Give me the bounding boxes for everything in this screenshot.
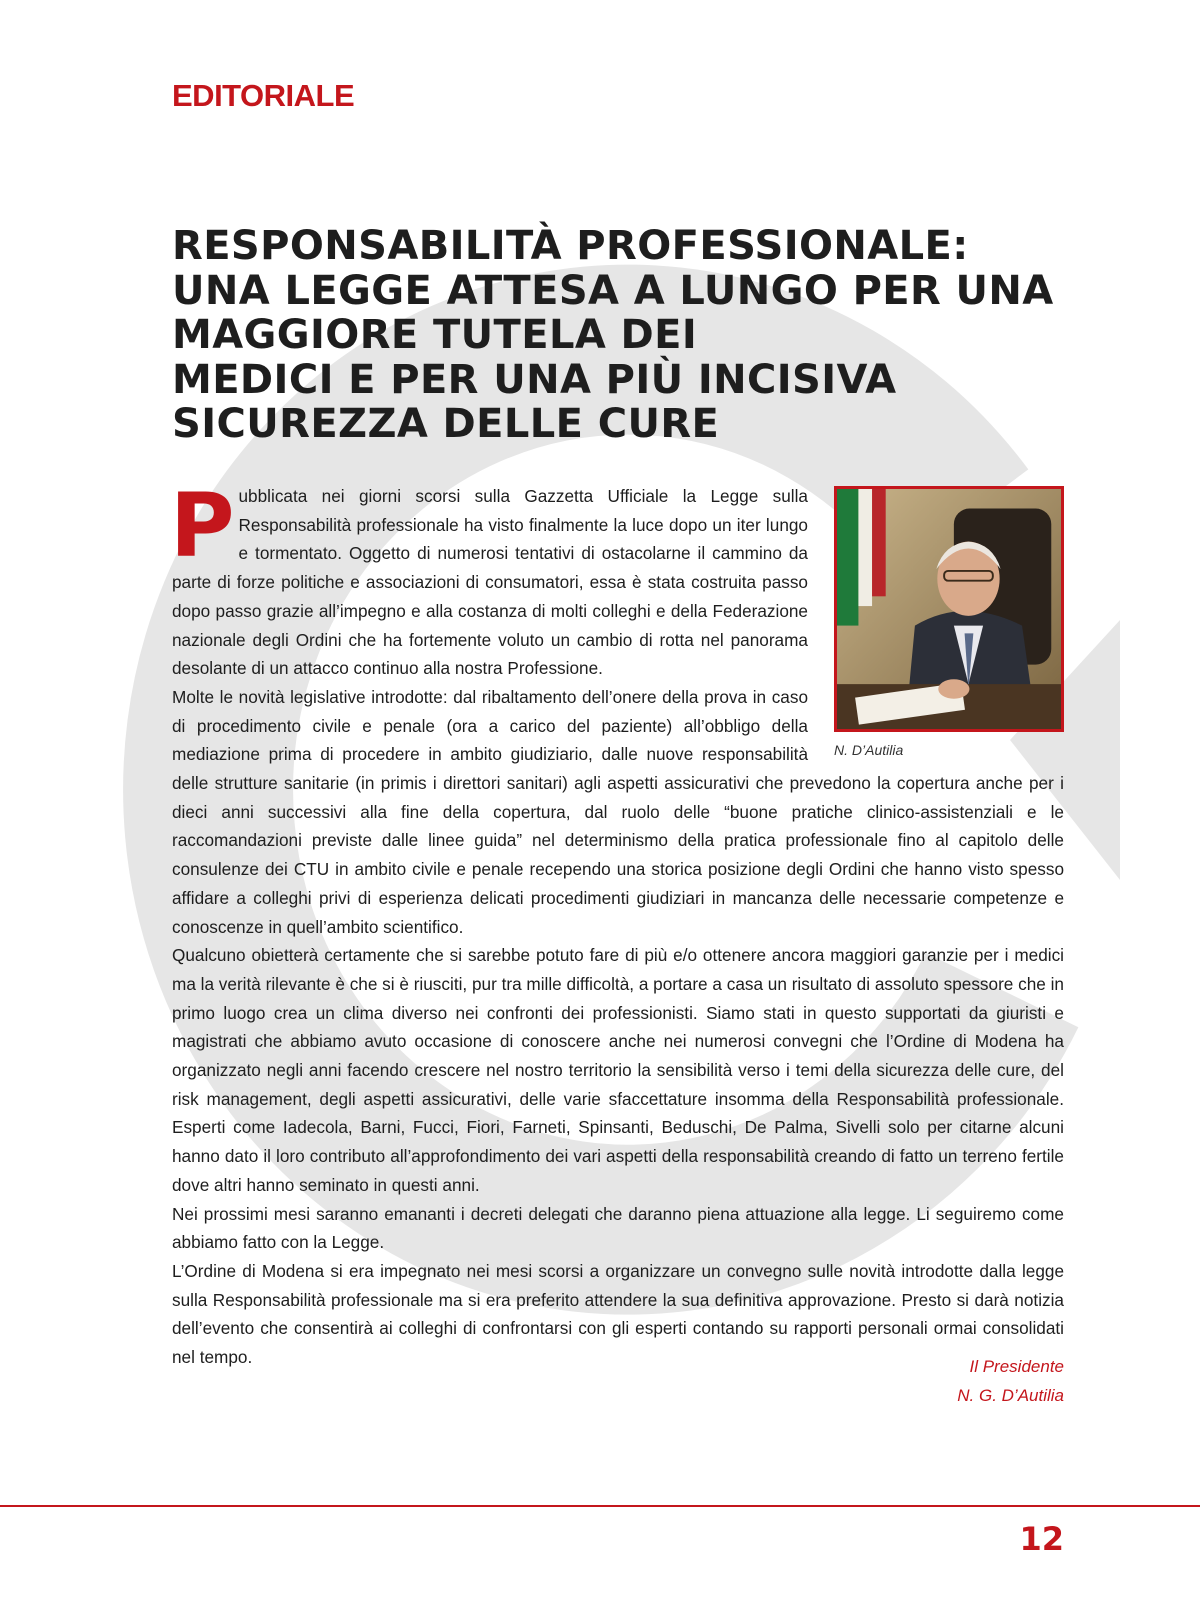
page-number: 12 <box>1019 1520 1064 1558</box>
section-label: EDITORIALE <box>172 78 355 113</box>
headline-line: SICUREZZA DELLE CURE <box>172 401 720 447</box>
author-photo <box>834 486 1064 732</box>
signature-role: Il Presidente <box>969 1357 1064 1376</box>
article-paragraph: Molte le novità legislative introdotte: dal ribaltamento dell’onere della prova in caso di procedimento civile e penale (ora a carico del paziente) all’obbligo della mediazione prima di procedere in ambito giudiziario, dalle nuove responsabilità delle strutture sanitarie (in primis i direttori sanitari) agli aspetti assicurativi che prevedono la copertura anche per i dieci anni successivi alla fine della copertura, dal ruolo delle “buone pratiche clinico-assistenziali e le raccomandazioni previste dalle linee guida” nel determinismo della pratica professionale fino al capitolo delle consulenze dei CTU in ambito civile e penale recependo una storica posizione degli Ordini che hanno visto spesso affidare a colleghi privi di esperienza delicati procedimenti giudiziari in mancanza delle necessarie competenze e conoscenze in quell’ambito scientifico. <box>172 686 1064 937</box>
article-paragraph: Nei prossimi mesi saranno emananti i decreti delegati che daranno piena attuazione alla legge. Li seguiremo come abbiamo fatto con la Legge. <box>172 1203 1064 1253</box>
headline-line: UNA LEGGE ATTESA A LUNGO PER UNA <box>172 267 1054 314</box>
drop-cap: P <box>170 474 235 577</box>
portrait-illustration <box>837 489 1061 729</box>
footer-divider <box>0 1505 1200 1507</box>
article-paragraph: L’Ordine di Modena si era impegnato nei mesi scorsi a organizzare un convegno sulle novità introdotte dalla legge sulla Responsabilità professionale ma si era preferito attendere la sua definitiva approvazione. Presto si darà notizia dell’evento che consentirà ai colleghi di confrontarsi con gli esperti contando su rapporti personali ormai consolidati nel tempo. <box>172 1260 1064 1368</box>
author-photo-box <box>828 486 1064 760</box>
signature-block <box>957 1352 1064 1410</box>
signature-name: N. G. D’Autilia <box>957 1386 1064 1405</box>
headline-line: RESPONSABILITÀ PROFESSIONALE: <box>172 223 969 269</box>
photo-caption: N. D’Autilia <box>834 742 904 758</box>
article-paragraph: Qualcuno obietterà certamente che si sarebbe potuto fare di più e/o ottenere ancora maggiori garanzie per i medici ma la verità rilevante è che si è riusciti, pur tra mille difficoltà, a portare a casa un risultato di assoluto spessore che in primo luogo crea un clima diverso nei confronti dei professionisti. Siamo stati in questo supportati da giuristi e magistrati che abbiamo avuto occasione di conoscere anche nei numerosi convegni che l’Ordine di Modena ha organizzato negli anni facendo crescere nel nostro territorio la sensibilità verso i temi della sicurezza delle cure, del risk management, degli aspetti assicurativi, delle varie sfaccettature insomma della Responsabilità professionale. Esperti come Iadecola, Barni, Fucci, Fiori, Farneti, Spinsanti, Beduschi, De Palma, Sivelli solo per citarne alcuni hanno dato il loro contributo all’approfondimento dei vari aspetti della responsabilità creando di fatto un terreno fertile dove altri hanno seminato in questi anni. <box>172 945 1064 1195</box>
headline-line: MEDICI E PER UNA PIÙ INCISIVA <box>172 356 897 403</box>
article-headline <box>172 224 1072 447</box>
article-body <box>170 474 1064 1372</box>
paragraph-text: ubblicata nei giorni scorsi sulla Gazzetta Ufficiale la Legge sulla Responsabilità professionale ha visto finalmente la luce dopo un iter lungo e tormentato. Oggetto di numerosi tentativi di ostacolarne il cammino da parte di forze politiche e associazioni di consumatori, essa è stata costruita passo dopo passo grazie all’impegno e alla costanza di molti colleghi e della Federazione nazionale degli Ordini che ha fortemente voluto un cambio di rotta nel panorama desolante di un attacco continuo alla nostra Professione. <box>172 486 808 679</box>
headline-line: MAGGIORE TUTELA DEI <box>172 312 698 358</box>
